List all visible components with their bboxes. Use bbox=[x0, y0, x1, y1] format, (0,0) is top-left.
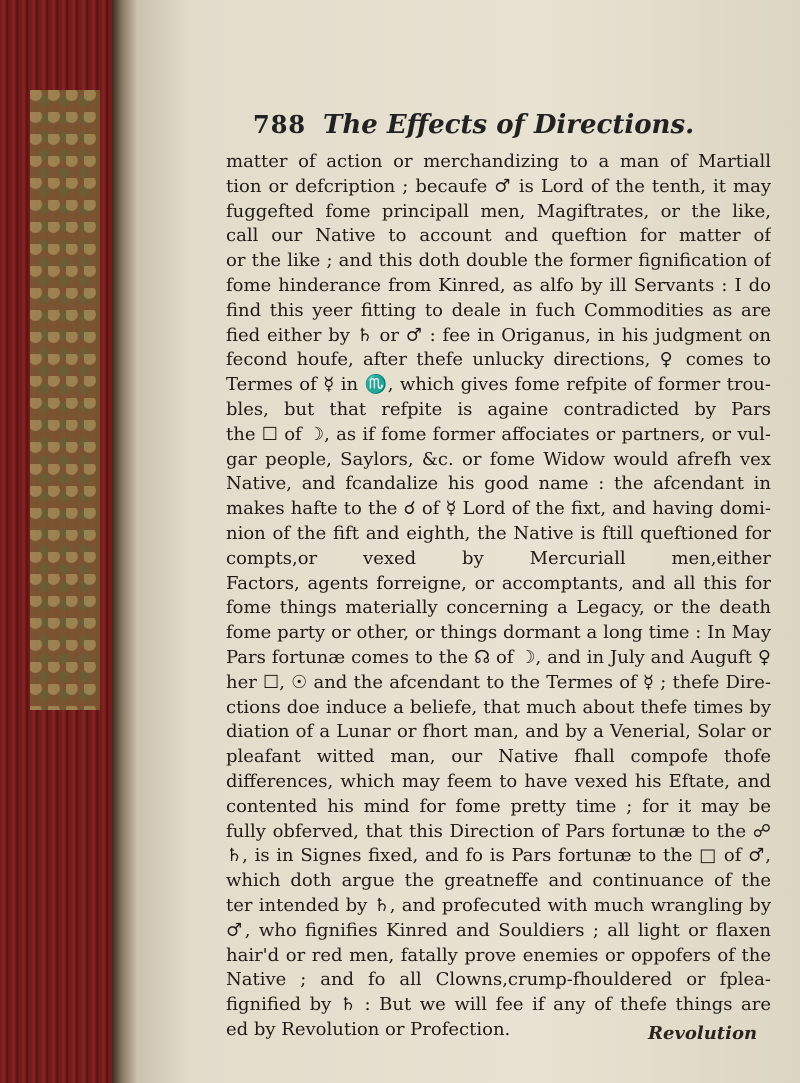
book-page bbox=[138, 0, 800, 1083]
text-line: gar people, Saylors, &c. or fome Widow would afrefh vex bbox=[226, 448, 771, 470]
text-line: ter intended by ♄, and profecuted with much wrangling by bbox=[226, 894, 771, 916]
text-line: Pars fortunæ comes to the ☊ of ☽, and in July and Auguft ♀ bbox=[226, 646, 771, 668]
text-line: differences, which may feem to have vexed his Eftate, and bbox=[226, 770, 771, 792]
running-title: The Effects of Directions. bbox=[323, 110, 695, 140]
text-line: ♂, who fignifies Kinred and Souldiers ; all light or flaxen bbox=[226, 919, 771, 941]
text-line: which doth argue the greatneffe and continuance of the bbox=[226, 870, 771, 892]
text-line: fome things materially concerning a Legacy, or the death bbox=[226, 597, 771, 619]
text-line: diation of a Lunar or fhort man, and by a Venerial, Solar or bbox=[226, 721, 771, 743]
text-line: makes hafte to the ☌ of ☿ Lord of the fixt, and having domi- bbox=[226, 498, 771, 520]
text-line: find this yeer fitting to deale in fuch Commodities as are bbox=[226, 299, 771, 321]
catchword: Revolution bbox=[648, 1023, 758, 1044]
text-line: Factors, agents forreigne, or accomptants, and all this for bbox=[226, 572, 771, 594]
text-line: fome hinderance from Kinred, as alfo by ill Servants : I do bbox=[226, 274, 771, 296]
book-spine bbox=[0, 0, 112, 1083]
text-line: pleafant witted man, our Native fhall compofe thofe bbox=[226, 746, 771, 768]
marbled-endpaper bbox=[30, 90, 100, 710]
text-line: her ☐, ☉ and the afcendant to the Termes of ☿ ; thefe Dire- bbox=[226, 671, 771, 693]
text-line: nion of the fift and eighth, the Native is ftill queftioned for bbox=[226, 522, 771, 544]
text-line: hair'd or red men, fatally prove enemies or oppofers of the bbox=[226, 944, 771, 966]
text-line: Termes of ☿ in ♏, which gives fome refpite of former trou- bbox=[226, 374, 771, 396]
text-line: fully obferved, that this Direction of Pars fortunæ to the ☍ bbox=[226, 820, 771, 842]
text-line: ♄, is in Signes fixed, and fo is Pars fortunæ to the □ of ♂, bbox=[226, 845, 771, 867]
text-line: the ☐ of ☽, as if fome former affociates or partners, or vul- bbox=[226, 423, 771, 445]
gutter-shadow bbox=[112, 0, 138, 1083]
text-line: bles, but that refpite is againe contradicted by Pars bbox=[226, 398, 771, 420]
text-line: compts,or vexed by Mercuriall men,either bbox=[226, 547, 771, 569]
text-line: fied either by ♄ or ♂ : fee in Origanus, in his judgment on bbox=[226, 324, 771, 346]
text-line: Native, and fcandalize his good name : the afcendant in bbox=[226, 473, 771, 495]
text-line: call our Native to account and queftion for matter of bbox=[226, 225, 771, 247]
text-line: tion or defcription ; becaufe ♂ is Lord of the tenth, it may bbox=[226, 175, 771, 197]
body-text bbox=[226, 150, 771, 1043]
text-line: fome party or other, or things dormant a long time : In May bbox=[226, 622, 771, 644]
text-line: fignified by ♄ : But we will fee if any of thefe things are bbox=[226, 994, 771, 1016]
text-line: matter of action or merchandizing to a man of Martiall bbox=[226, 151, 771, 172]
page-header bbox=[253, 110, 773, 150]
text-line: ed by Revolution or Profection. bbox=[226, 1018, 511, 1040]
text-line: Native ; and fo all Clowns,crump-fhouldered or fplea- bbox=[226, 969, 771, 991]
text-line: contented his mind for fome pretty time ; for it may be bbox=[226, 795, 771, 817]
text-line: fuggefted fome principall men, Magiftrates, or the like, bbox=[226, 200, 771, 222]
text-line: fecond houfe, after thefe unlucky directions, ♀ comes to bbox=[226, 349, 771, 371]
text-line: or the like ; and this doth double the former fignification of bbox=[226, 250, 771, 272]
page-number: 788 bbox=[253, 110, 307, 139]
text-line: ctions doe induce a beliefe, that much about thefe times by bbox=[226, 696, 771, 718]
